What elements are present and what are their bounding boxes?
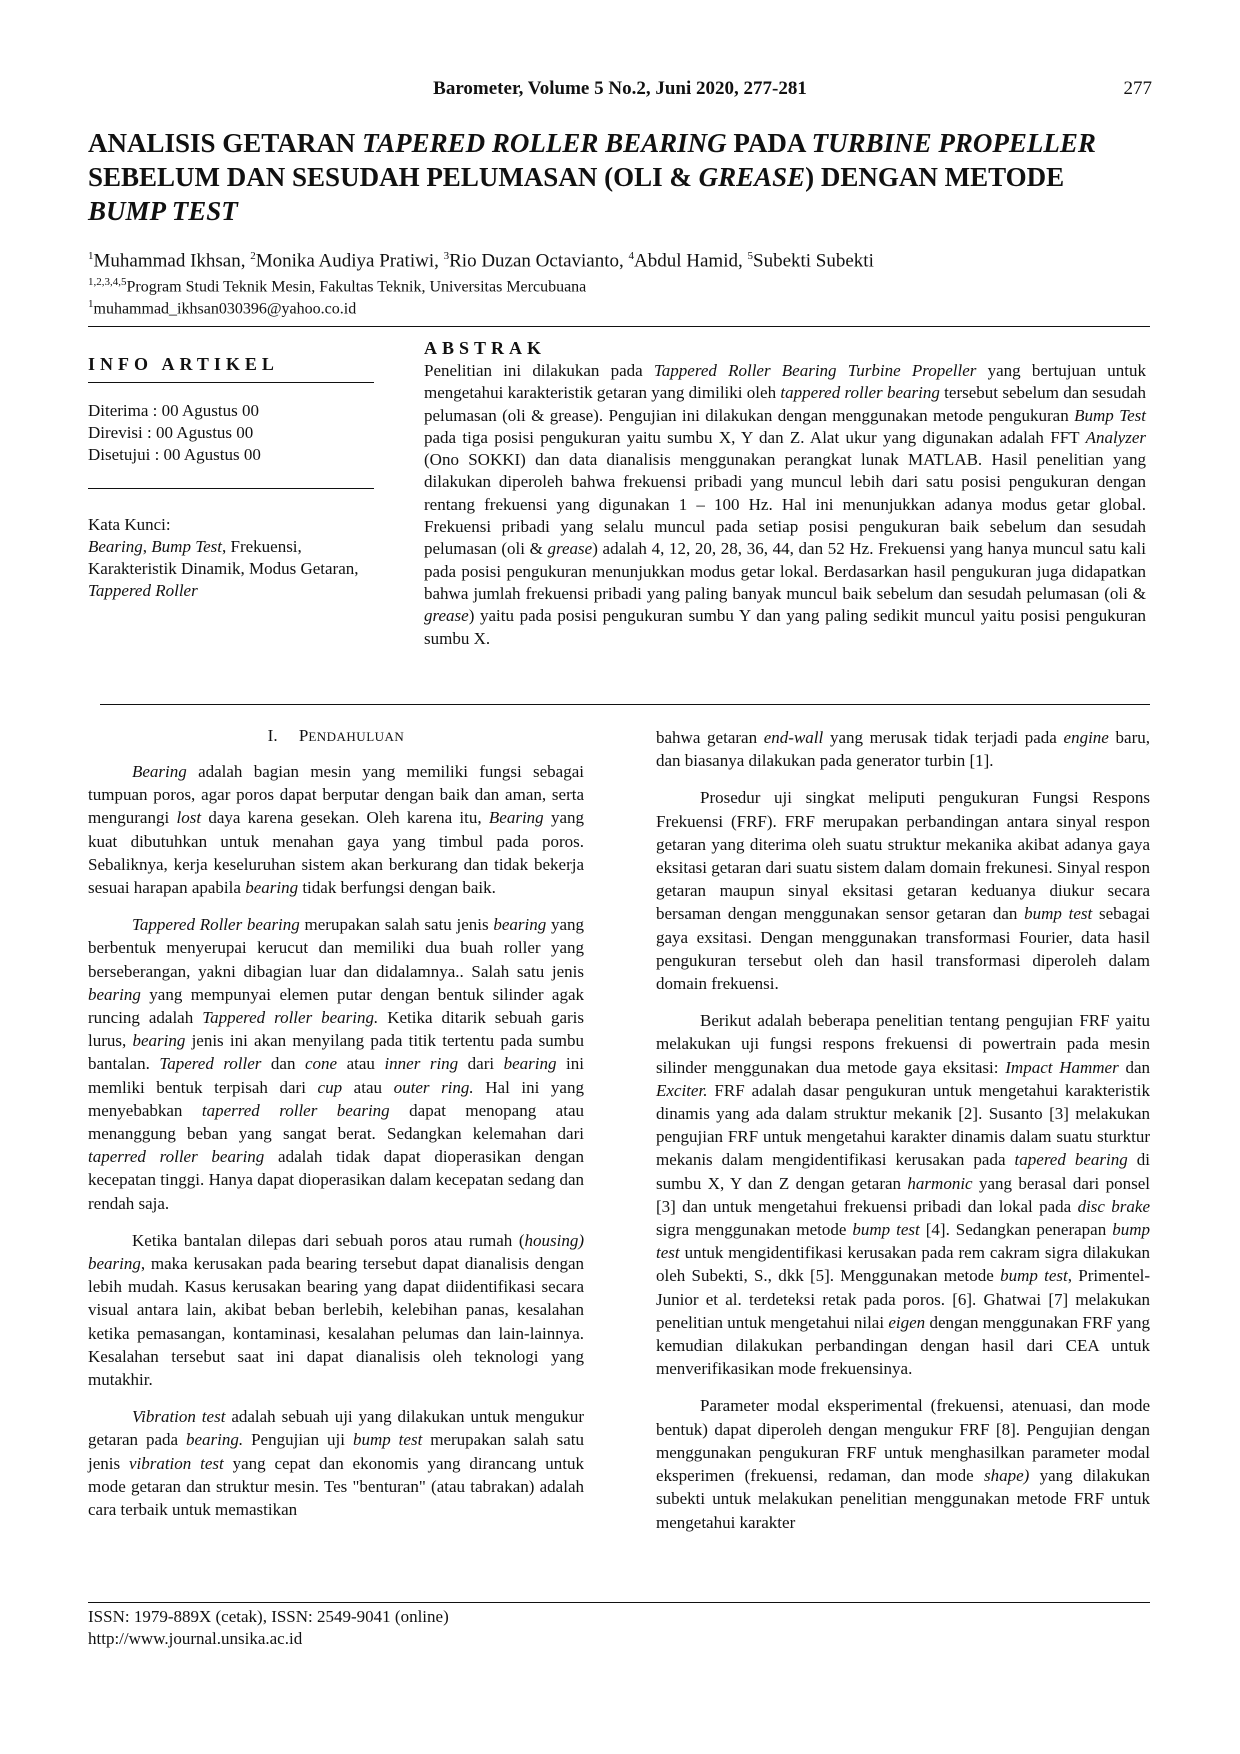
affiliation: $^{1,2,3,4,5}$Program Studi Teknik Mesin, Fakultas Teknik, Universitas Mercubuana (88, 276, 587, 296)
section-heading: I. PENDAHULUAN (267, 726, 405, 745)
paragraph: Prosedur uji singkat meliputi pengukuran Fungsi Respons Frekuensi (FRF). FRF merupakan perbandingan antara sinyal respon getaran yang diterima oleh suatu struktur mekanika akibat adanya gaya eksitasi getaran dari suatu sistem dalam domain frekunesi. Sinyal respon getaran maupun sinyal eksitasi getaran keduanya diukur secara bersaman dengan menggunakan sensor getaran dan bump test sebagai gaya exsitasi. Dengan menggunakan transformasi Fourier, data hasil pengukuran tersebut oleh dan hasil transformasi diperoleh dalam domain frekuensi. (656, 788, 1150, 994)
abstract-heading: ABSTRAK (424, 338, 547, 358)
date-approved: Disetujui : 00 Agustus 00 (88, 445, 261, 464)
footer-divider (88, 1602, 1150, 1603)
author-2: Monika Audiya Pratiwi, (255, 250, 444, 272)
title-line-3: BUMP TEST (88, 196, 238, 226)
paragraph: Berikut adalah beberapa penelitian tentang pengujian FRF yaitu melakukan uji fungsi respons frekuensi di powertrain pada mesin silinder menggunakan dua metode gaya eksitasi: Impact Hammer dan Exciter. FRF adalah dasar pengukuran untuk mengetahui karakteristik dinamis yang ada dalam struktur mekanik [2]. Susanto [3] melakukan pengujian FRF untuk mengetahui karakter dinamis dalam suatu sturktur mekanis dalam mengidentifikasi kerusakan pada tapered bearing di sumbu X, Y dan Z dengan getaran harmonic yang berasal dari ponsel [3] dan untuk mengetahui frekuensi pribadi dan lokal pada disc brake sigra menggunakan metode bump test [4]. Sedangkan penerapan bump test untuk mengidentifikasi kerusakan pada rem cakram sigra dilakukan oleh Subekti, S., dkk [5]. Menggunakan metode bump test, Primentel-Junior et al. terdeteksi retak pada poros. [6]. Ghatwai [7] melakukan penelitian untuk mengetahui nilai eigen dengan menggunakan FRF yang kemudian dilakukan perbandingan dengan hasil dari CEA untuk menverifikasikan mode frekuensinya. (656, 1011, 1151, 1379)
author-list: $^1$Muhammad Ikhsan, $^2$Monika Audiya Pratiwi, $^3$Rio Duzan Octavianto, $^4$Abdul Hamid, $^5$Subekti Subekti (88, 250, 874, 272)
paragraph: Ketika bantalan dilepas dari sebuah poros atau rumah (housing) bearing, maka kerusakan pada bearing tersebut dapat dianalisis dengan lebih mudah. Kasus kerusakan bearing yang dapat diidentifikasi secara visual antara lain, akibat beban berlebih, kelebihan panas, kesalahan ketika pemasangan, kontaminasi, kesalahan pelumas dan lain-lainnya. Kesalahan tersebut saat ini dapat dianalisis oleh teknologi yang mutakhir. (88, 1230, 584, 1390)
paragraph: Vibration test adalah sebuah uji yang dilakukan untuk mengukur getaran pada bearing. Pengujian uji bump test merupakan salah satu jenis vibration test yang cepat dan ekonomis yang dirancang untuk mode getaran dan struktur mesin. Tes "benturan" (atau tabrakan) adalah cara terbaik untuk memastikan (88, 1407, 584, 1520)
author-1: Muhammad Ikhsan, (93, 250, 251, 272)
info-artikel-heading: INFO ARTIKEL (88, 354, 279, 374)
footer (88, 1606, 449, 1650)
abstract-divider (100, 704, 1150, 705)
journal-header: Barometer, Volume 5 No.2, Juni 2020, 277-281 (433, 78, 807, 99)
paragraph: Tappered Roller bearing merupakan salah satu jenis bearing yang berbentuk menyerupai kerucut dan memiliki dua buah roller yang berseberangan, yakni dibagian luar dan didalamnya.. Salah satu jenis bearing yang mempunyai elemen putar dengan bentuk silinder agak runcing adalah Tappered roller bearing. Ketika ditarik sebuah garis lurus, bearing jenis ini akan menyilang pada titik tertentu pada sumbu bantalan. Tapered roller dan cone atau inner ring dari bearing ini memliki bentuk terpisah dari cup atau outer ring. Hal ini yang menyebabkan taperred roller bearing dapat menopang atau menanggung beban yang sangat berat. Sedangkan kelemahan dari taperred roller bearing adalah tidak dapat dioperasikan dengan kecepatan tinggi. Hanya dapat dioperasikan dalam kecepatan sedang dan rendah saja. (88, 915, 584, 1213)
date-received: Diterima : 00 Agustus 00 (88, 401, 259, 420)
paper-title (88, 126, 1148, 228)
keywords-label: Kata Kunci: (88, 515, 171, 534)
keywords: Kata Kunci: Bearing, Bump Test, Frekuensi, Karakteristik Dinamik, Modus Getaran, Tappered Roller (88, 514, 388, 602)
paragraph: Bearing adalah bagian mesin yang memiliki fungsi sebagai tumpuan poros, agar poros dapat berputar dengan baik dan aman, serta mengurangi lost daya karena gesekan. Oleh karena itu, Bearing yang kuat dibutuhkan untuk menahan gaya yang timbul pada poros. Sebaliknya, kerja keseluruhan sistem akan berkurang dan tidak bekerja sesuai harapan apabila bearing tidak berfungsi dengan baik. (88, 762, 585, 898)
title-line-1: ANALISIS GETARAN TAPERED ROLLER BEARING PADA TURBINE PROPELLER (88, 128, 1096, 158)
info-divider-top (88, 382, 374, 383)
journal-url[interactable]: http://www.journal.unsika.ac.id (88, 1629, 303, 1648)
issn-text: ISSN: 1979-889X (cetak), ISSN: 2549-9041 (online) (88, 1607, 449, 1626)
page-number: 277 (1123, 78, 1152, 99)
header-divider (88, 326, 1150, 327)
body-column-right (656, 726, 1150, 1534)
author-4: Abdul Hamid, (634, 250, 748, 272)
author-3: Rio Duzan Octavianto, (449, 250, 629, 272)
info-divider-bottom (88, 488, 374, 489)
article-dates (88, 400, 261, 466)
body-column-left (88, 760, 584, 1521)
paragraph: bahwa getaran end-wall yang merusak tidak terjadi pada engine baru, dan biasanya dilakukan pada generator turbin [1]. (656, 728, 1151, 771)
title-line-2: SEBELUM DAN SESUDAH PELUMASAN (OLI & GREASE) DENGAN METODE (88, 162, 1065, 192)
abstract-text: Penelitian ini dilakukan pada Tappered Roller Bearing Turbine Propeller yang bertujuan untuk mengetahui karakteristik getaran yang dimiliki oleh tappered roller bearing tersebut sebelum dan sesudah pelumasan (oli & grease). Pengujian ini dilakukan dengan menggunakan metode pengukuran Bump Test pada tiga posisi pengukuran yaitu sumbu X, Y dan Z. Alat ukur yang digunakan adalah FFT Analyzer (Ono SOKKI) dan data dianalisis menggunakan perangkat lunak MATLAB. Hasil penelitian yang dilakukan diperoleh bahwa frekuensi pribadi yang muncul lebih dari satu posisi pengukuran dengan rentang frekuensi yang digunakan 1 – 100 Hz. Hal ini menunjukkan adanya modus getar global. Frekuensi pribadi yang selalu muncul pada setiap posisi pengukuran baik sebelum dan sesudah pelumasan (oli & grease) adalah 4, 12, 20, 28, 36, 44, dan 52 Hz. Frekuensi yang hanya muncul satu kali pada posisi pengukuran menunjukkan modus getar lokal. Berdasarkan hasil pengukuran juga didapatkan bahwa jumlah frekuensi pribadi yang paling banyak muncul baik sebelum dan sesudah pelumasan (oli & grease) yaitu pada posisi pengukuran sumbu Y dan yang paling sedikit muncul yaitu posisi pengukuran sumbu X. (424, 361, 1147, 648)
paragraph: Parameter modal eksperimental (frekuensi, atenuasi, dan mode bentuk) dapat diperoleh dengan mengukur FRF [8]. Pengujian dengan menggunakan pengukuran FRF untuk menghasilkan parameter modal eksperimen (frekuensi, redaman, dan mode shape) yang dilakukan subekti untuk melakukan penelitian menggunakan metode FRF untuk mengetahui karakter (656, 1396, 1150, 1532)
author-5: Subekti Subekti (753, 250, 874, 272)
author-email: $^1$muhammad_ikhsan030396@yahoo.co.id (88, 298, 357, 318)
date-revised: Direvisi : 00 Agustus 00 (88, 423, 254, 442)
